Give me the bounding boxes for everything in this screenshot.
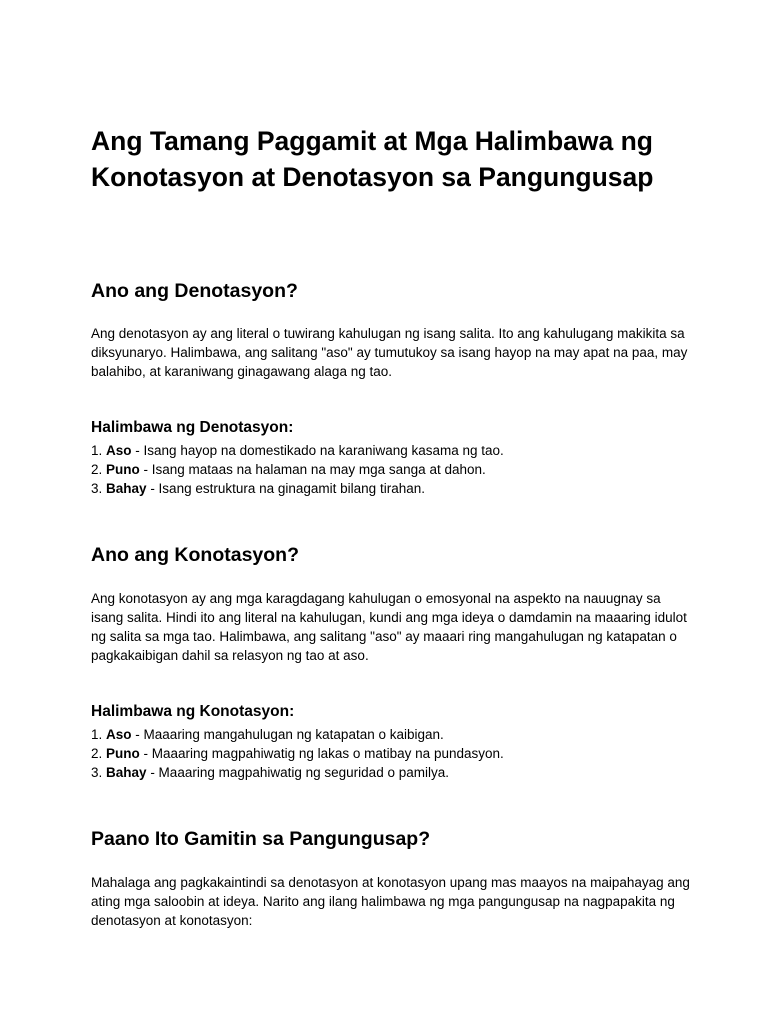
list-item-number: 1. xyxy=(91,727,103,742)
list-item-number: 1. xyxy=(91,443,103,458)
list-item-term: Aso xyxy=(106,727,132,742)
list-item-number: 2. xyxy=(91,746,103,761)
list-item-number: 2. xyxy=(91,462,103,477)
list-item-term: Puno xyxy=(106,746,140,761)
list-item-term: Bahay xyxy=(106,481,147,496)
paragraph-paggamit: Mahalaga ang pagkakaintindi sa denotasyon at konotasyon upang mas maayos na maipahayag ang ating mga saloobin at ideya. Narito ang ilang halimbawa ng mga pangungusap na nagpapakita ng denotasyon at konotasyon: xyxy=(91,875,690,928)
document-title: Ang Tamang Paggamit at Mga Halimbawa ng Konotasyon at Denotasyon sa Pangungusap xyxy=(91,126,654,192)
list-item-term: Aso xyxy=(106,443,132,458)
list-item xyxy=(91,460,504,479)
list-denotasyon xyxy=(91,441,504,498)
list-item-number: 3. xyxy=(91,481,103,496)
list-item xyxy=(91,744,504,763)
list-item-term: Bahay xyxy=(106,765,147,780)
heading-konotasyon: Ano ang Konotasyon? xyxy=(91,544,299,566)
list-item xyxy=(91,479,504,498)
heading-paggamit: Paano Ito Gamitin sa Pangungusap? xyxy=(91,828,431,850)
list-item xyxy=(91,441,504,460)
list-item-definition: - Maaaring mangahulugan ng katapatan o kaibigan. xyxy=(131,727,444,742)
list-item-term: Puno xyxy=(106,462,140,477)
paragraph-denotasyon: Ang denotasyon ay ang literal o tuwirang kahulugan ng isang salita. Ito ang kahulugang makikita sa diksyunaryo. Halimbawa, ang salitang "aso" ay tumutukoy sa isang hayop na may apat na paa, may balahibo, at karaniwang ginagawang alaga ng tao. xyxy=(91,326,688,379)
list-item-definition: - Maaaring magpahiwatig ng seguridad o pamilya. xyxy=(146,765,449,780)
list-item-definition: - Isang estruktura na ginagamit bilang tirahan. xyxy=(146,481,425,496)
heading-denotasyon: Ano ang Denotasyon? xyxy=(91,280,298,302)
list-konotasyon xyxy=(91,725,504,782)
heading-halimbawa-denotasyon: Halimbawa ng Denotasyon: xyxy=(91,419,294,436)
list-item-definition: - Maaaring magpahiwatig ng lakas o matibay na pundasyon. xyxy=(139,746,504,761)
heading-halimbawa-konotasyon: Halimbawa ng Konotasyon: xyxy=(91,703,295,720)
paragraph-konotasyon: Ang konotasyon ay ang mga karagdagang kahulugan o emosyonal na aspekto na nauugnay sa isang salita. Hindi ito ang literal na kahulugan, kundi ang mga ideya o damdamin na maaaring idulot ng salita sa mga tao. Halimbawa, ang salitang "aso" ay maaari ring mangahulugan ng katapatan o pagkakaibigan dahil sa relasyon ng tao at aso. xyxy=(91,591,687,663)
list-item xyxy=(91,763,504,782)
list-item xyxy=(91,725,504,744)
list-item-definition: - Isang hayop na domestikado na karaniwang kasama ng tao. xyxy=(131,443,504,458)
list-item-number: 3. xyxy=(91,765,103,780)
list-item-definition: - Isang mataas na halaman na may mga sanga at dahon. xyxy=(139,462,486,477)
